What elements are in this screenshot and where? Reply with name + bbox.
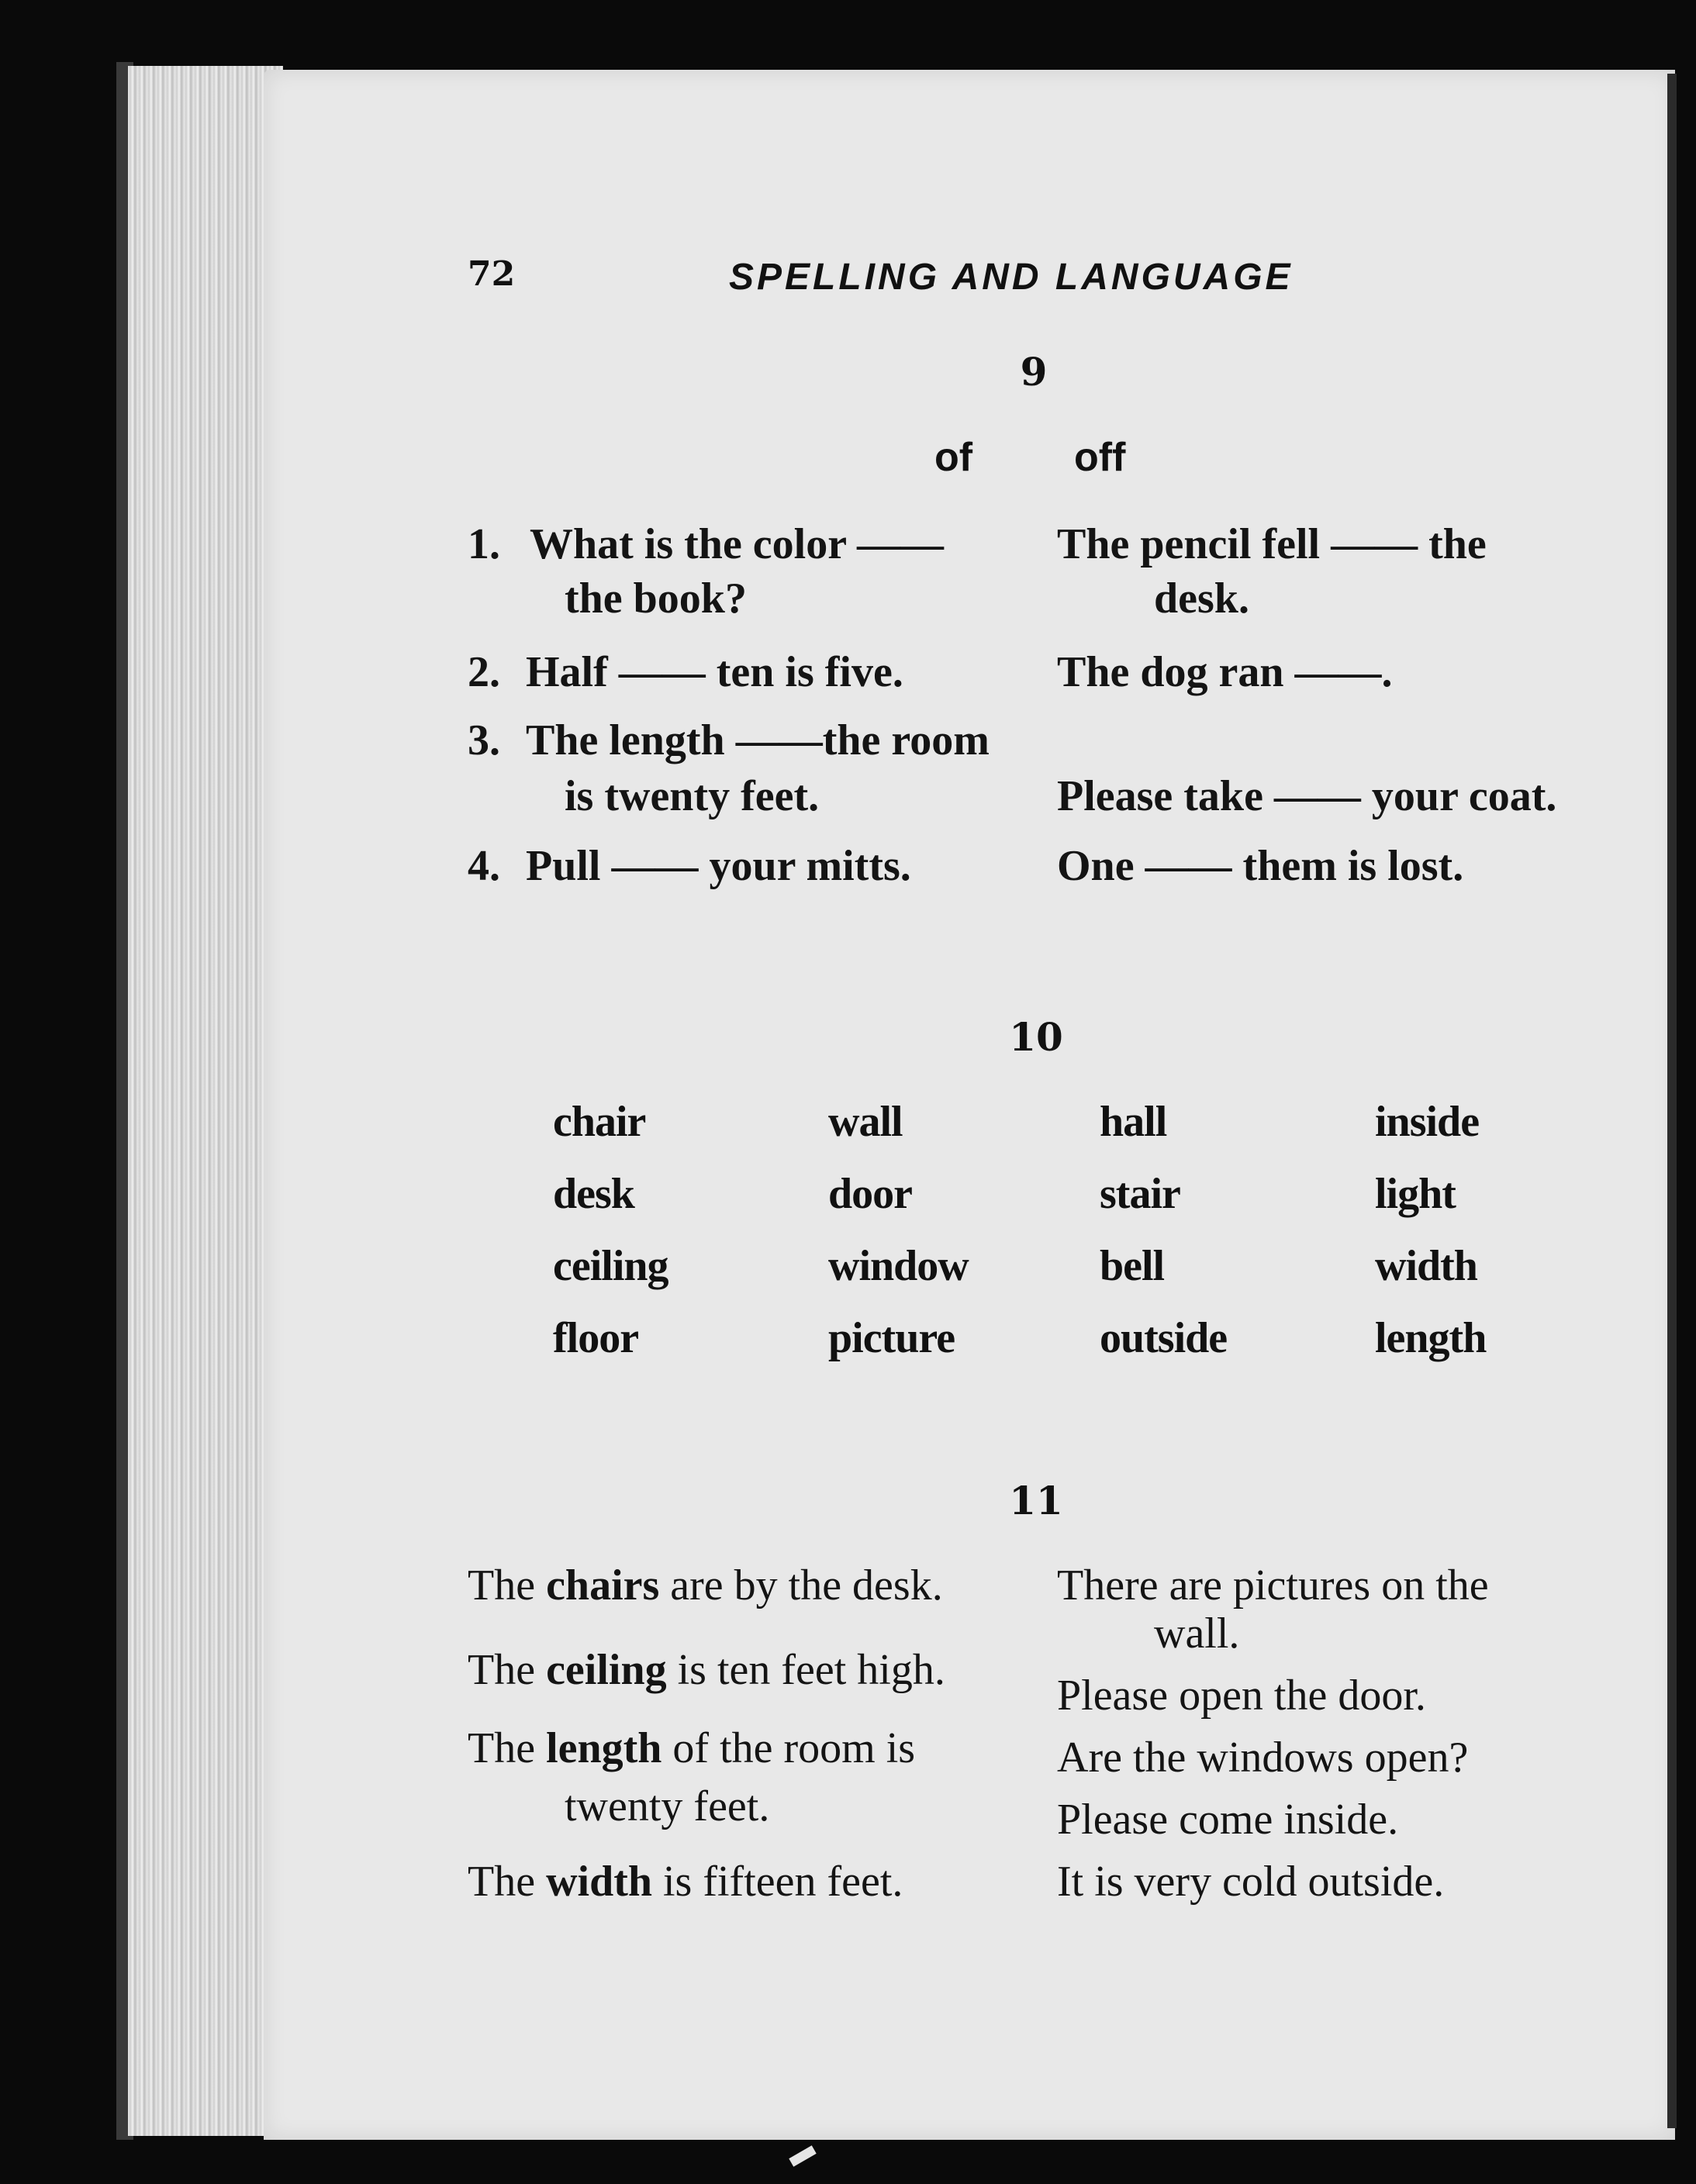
vocab-word: wall bbox=[828, 1098, 903, 1146]
exercise-4-line1: Pull —— your mitts. bbox=[526, 842, 911, 890]
sentence-5-line2: wall. bbox=[1154, 1610, 1240, 1658]
exercise-1b-line1: The pencil fell —— the bbox=[1057, 520, 1487, 568]
highlighted-word: chairs bbox=[546, 1561, 660, 1610]
page-right-edge bbox=[1667, 74, 1677, 2128]
vocab-word: desk bbox=[553, 1170, 634, 1218]
vocab-word: inside bbox=[1375, 1098, 1480, 1146]
section-number-9: 9 bbox=[1020, 349, 1048, 395]
exercise-4b-line1: One —— them is lost. bbox=[1057, 842, 1464, 890]
sentence-7: Are the windows open? bbox=[1057, 1734, 1469, 1782]
exercise-3-line2: is twenty feet. bbox=[565, 772, 820, 820]
item-number-3: 3. bbox=[468, 716, 500, 764]
vocab-word: hall bbox=[1100, 1098, 1167, 1146]
exercise-2b-line1: The dog ran ——. bbox=[1057, 648, 1393, 696]
sentence-1: The chairs are by the desk. bbox=[468, 1561, 943, 1610]
item-number-4: 4. bbox=[468, 842, 500, 890]
exercise-3-line1: The length ——the room bbox=[526, 716, 990, 764]
vocab-word: stair bbox=[1100, 1170, 1180, 1218]
vocab-word: chair bbox=[553, 1098, 646, 1146]
sentence-4: The width is fifteen feet. bbox=[468, 1858, 903, 1906]
vocab-word: window bbox=[828, 1242, 969, 1290]
section-number-11: 11 bbox=[1009, 1478, 1063, 1523]
vocab-word: picture bbox=[828, 1314, 955, 1362]
vocab-word: light bbox=[1375, 1170, 1456, 1218]
sentence-9: It is very cold outside. bbox=[1057, 1858, 1445, 1906]
sentence-3: The length of the room is bbox=[468, 1724, 916, 1772]
highlighted-word: ceiling bbox=[546, 1646, 667, 1694]
exercise-3b-line1: Please take —— your coat. bbox=[1057, 772, 1557, 820]
vocab-word: width bbox=[1375, 1242, 1477, 1290]
page-number: 72 bbox=[468, 254, 516, 294]
sentence-5: There are pictures on the bbox=[1057, 1561, 1489, 1610]
word-pair-off: off bbox=[1074, 435, 1126, 480]
sentence-8: Please come inside. bbox=[1057, 1796, 1399, 1844]
section-number-10: 10 bbox=[1009, 1014, 1063, 1060]
sentence-6: Please open the door. bbox=[1057, 1672, 1426, 1720]
vocab-word: outside bbox=[1100, 1314, 1228, 1362]
vocab-word: floor bbox=[553, 1314, 639, 1362]
highlighted-word: length bbox=[546, 1724, 662, 1772]
page-stack-edges bbox=[128, 66, 283, 2136]
item-number-1: 1. bbox=[468, 520, 500, 568]
vocab-word: bell bbox=[1100, 1242, 1165, 1290]
exercise-1b-line2: desk. bbox=[1154, 574, 1249, 623]
exercise-1-line2: the book? bbox=[565, 574, 747, 623]
item-number-2: 2. bbox=[468, 648, 500, 696]
vocab-word: door bbox=[828, 1170, 912, 1218]
exercise-2-line1: Half —— ten is five. bbox=[526, 648, 903, 696]
running-title: SPELLING AND LANGUAGE bbox=[729, 257, 1294, 298]
sentence-2: The ceiling is ten feet high. bbox=[468, 1646, 945, 1694]
vocab-word: ceiling bbox=[553, 1242, 668, 1290]
exercise-1-line1: What is the color —— bbox=[530, 520, 945, 568]
vocab-word: length bbox=[1375, 1314, 1487, 1362]
word-pair-of: of bbox=[934, 435, 973, 480]
highlighted-word: width bbox=[546, 1858, 652, 1906]
sentence-3-line2: twenty feet. bbox=[565, 1782, 770, 1830]
